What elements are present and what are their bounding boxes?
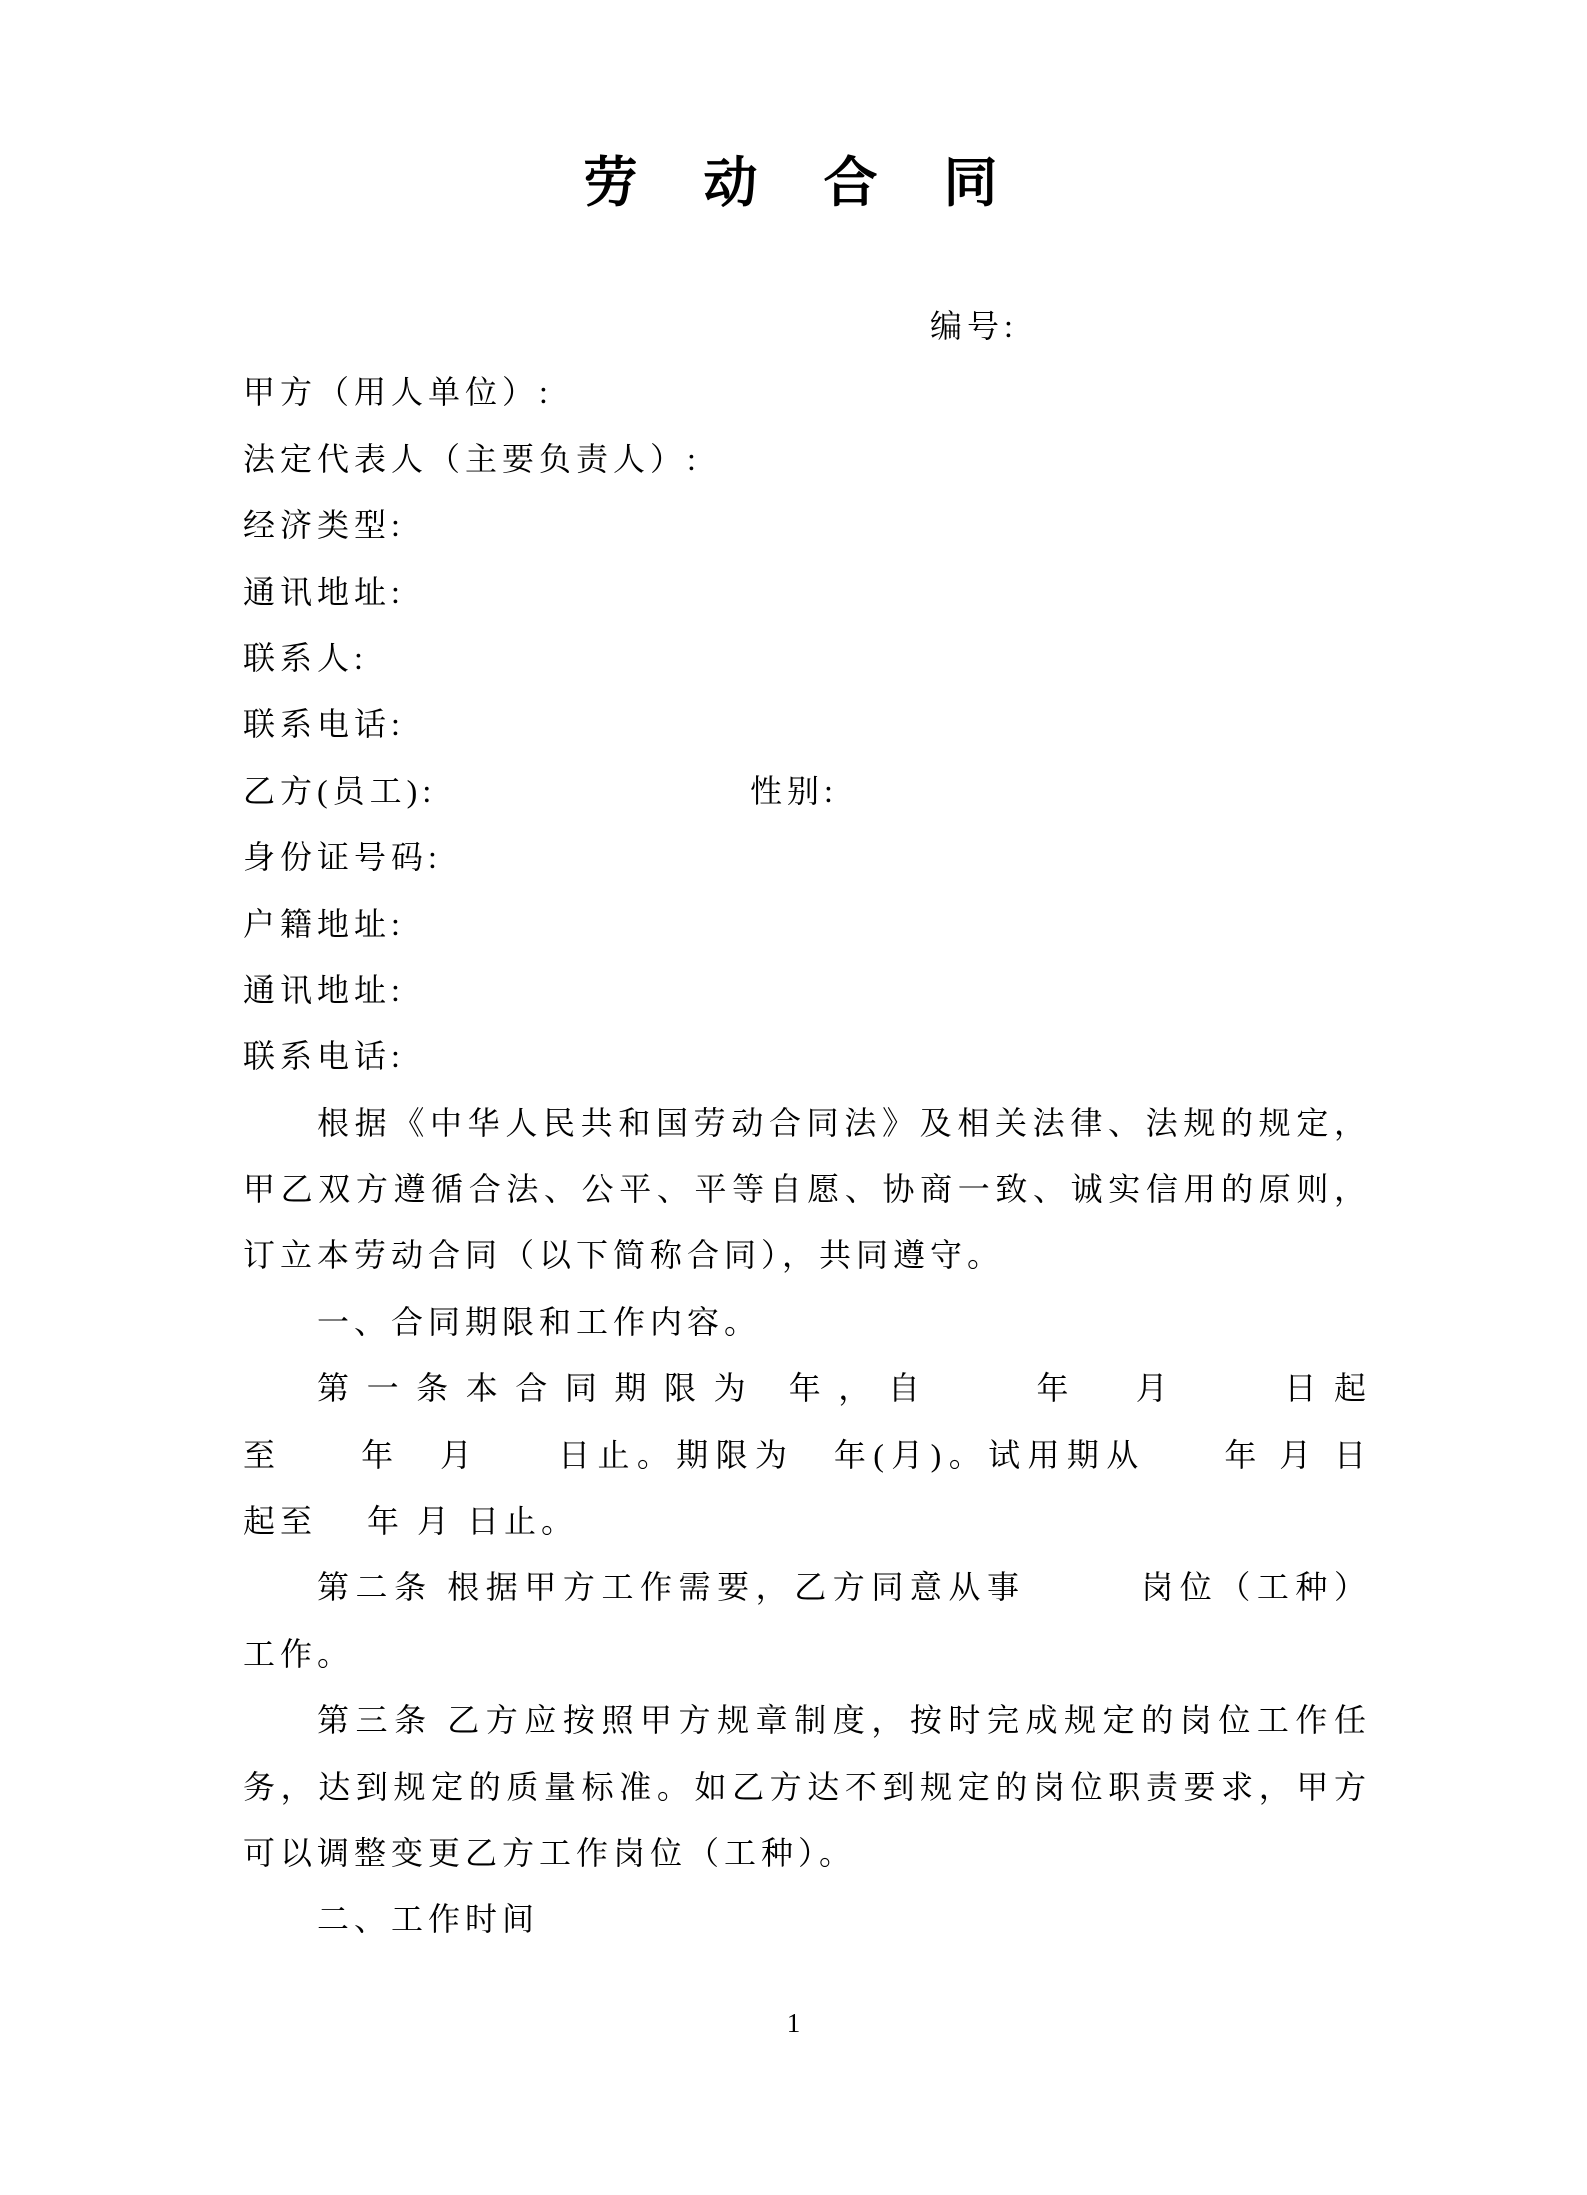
- field-party-b-employee: 乙方(员工):: [243, 772, 437, 809]
- page-number: 1: [786, 2008, 801, 2038]
- serial-number-label: 编号:: [930, 308, 1018, 344]
- field-economic-type: 经济类型:: [243, 507, 405, 544]
- article-two-line-2: 工作。: [243, 1635, 355, 1672]
- field-household-address: 户籍地址:: [243, 905, 405, 942]
- article-one-line-1: 第一条本合同期限为 年，自 年 月 日起: [317, 1370, 1371, 1407]
- article-three-line-1: 第三条 乙方应按照甲方规章制度，按时完成规定的岗位工作任: [317, 1702, 1371, 1739]
- preamble-line-1: 根据《中华人民共和国劳动合同法》及相关法律、法规的规定，: [317, 1104, 1371, 1141]
- section-two-heading: 二、工作时间: [317, 1901, 540, 1938]
- field-party-b-mailing-address: 通讯地址:: [243, 971, 405, 1008]
- article-three-line-2: 务，达到规定的质量标准。如乙方达不到规定的岗位职责要求，甲方: [243, 1768, 1371, 1805]
- field-gender: 性别:: [750, 772, 838, 809]
- field-party-a-mailing-address: 通讯地址:: [243, 573, 405, 610]
- field-party-a-contact-phone: 联系电话:: [243, 706, 405, 743]
- field-party-a-employer: 甲方（用人单位）:: [243, 374, 553, 411]
- field-legal-representative: 法定代表人（主要负责人）:: [243, 440, 701, 477]
- field-id-number: 身份证号码:: [243, 839, 442, 876]
- page-title: 劳 动 合 同: [583, 153, 1004, 213]
- article-one-line-3: 起至 年 月 日止。: [243, 1503, 579, 1540]
- preamble-line-2: 甲乙双方遵循合法、公平、平等自愿、协商一致、诚实信用的原则，: [243, 1171, 1371, 1208]
- contract-body: [243, 293, 1371, 1953]
- article-one-line-2: 至 年 月 日止。期限为 年(月)。试用期从 年 月 日: [243, 1436, 1371, 1473]
- article-three-line-3: 可以调整变更乙方工作岗位（工种）。: [243, 1834, 857, 1871]
- field-party-b-contact-phone: 联系电话:: [243, 1038, 405, 1075]
- article-two-line-1: 第二条 根据甲方工作需要，乙方同意从事 岗位（工种）: [317, 1569, 1371, 1606]
- preamble-line-3: 订立本劳动合同（以下简称合同），共同遵守。: [243, 1237, 1005, 1274]
- field-contact-person: 联系人:: [243, 639, 368, 676]
- field-party-b-row: [243, 758, 1371, 824]
- section-one-heading: 一、合同期限和工作内容。: [317, 1303, 762, 1340]
